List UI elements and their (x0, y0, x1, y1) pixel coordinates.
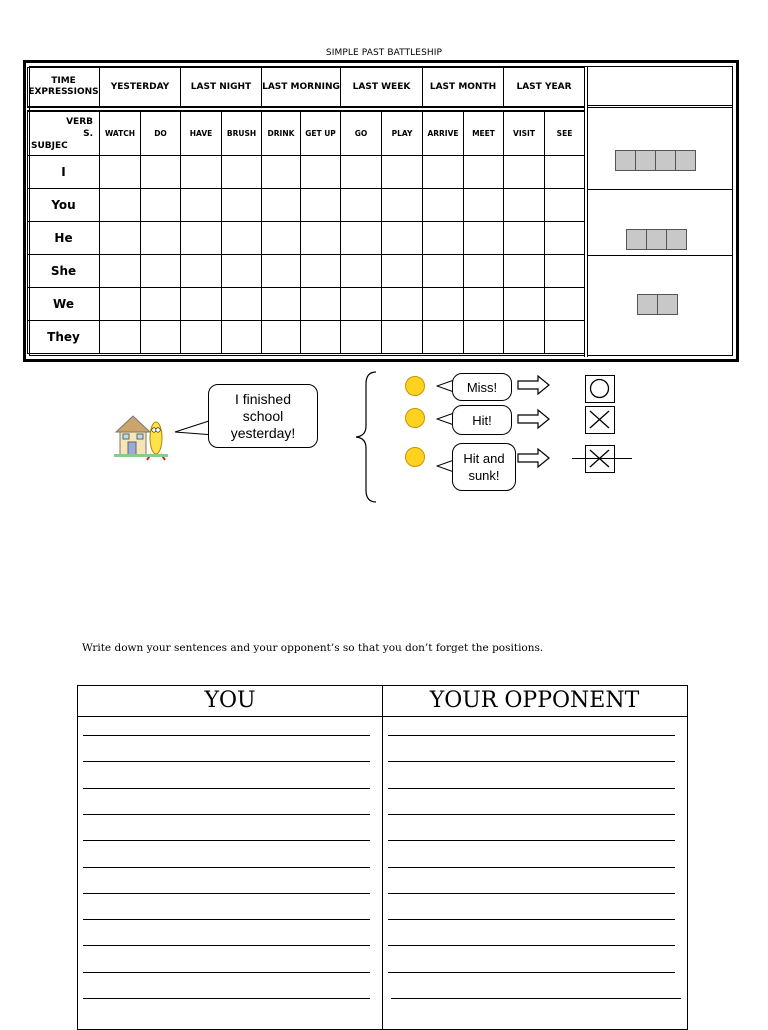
grid-cell[interactable] (545, 288, 585, 321)
you-writing-line[interactable] (83, 735, 370, 736)
grid-cell[interactable] (262, 321, 301, 354)
subject-label: He (28, 222, 100, 255)
grid-cell[interactable] (222, 321, 262, 354)
battleship-grid (27, 67, 585, 354)
time-expression-header: LAST NIGHT (181, 68, 262, 108)
grid-cell[interactable] (222, 288, 262, 321)
right-arrow-icon (516, 374, 552, 396)
verb-header: SEE (545, 111, 585, 156)
opponent-writing-line[interactable] (388, 761, 675, 762)
grid-cell[interactable] (464, 222, 504, 255)
grid-cell[interactable] (464, 255, 504, 288)
opponent-writing-line[interactable] (388, 919, 675, 920)
opponent-writing-line[interactable] (388, 788, 675, 789)
grid-cell[interactable] (545, 321, 585, 354)
subject-label: They (28, 321, 100, 354)
time-expression-header: LAST MONTH (423, 68, 504, 108)
legend-bubble (452, 443, 516, 491)
house-cartoon-icon (114, 410, 168, 462)
you-writing-line[interactable] (83, 945, 370, 946)
time-expression-header: LAST YEAR (504, 68, 585, 108)
verbs-subjects-header (28, 111, 100, 156)
you-writing-line[interactable] (83, 998, 370, 999)
you-writing-line[interactable] (83, 840, 370, 841)
time-expression-header: LAST WEEK (341, 68, 423, 108)
grid-cell[interactable] (141, 156, 181, 189)
grid-cell[interactable] (100, 189, 141, 222)
grid-cell[interactable] (382, 288, 423, 321)
grid-cell[interactable] (181, 222, 222, 255)
opponent-writing-line[interactable] (391, 998, 681, 999)
ship-cell (637, 294, 658, 315)
you-column-header: YOU (78, 686, 382, 717)
opponent-writing-line[interactable] (388, 972, 675, 973)
grid-cell[interactable] (341, 222, 382, 255)
grid-cell[interactable] (504, 222, 545, 255)
grid-cell[interactable] (262, 288, 301, 321)
grid-cell[interactable] (100, 255, 141, 288)
speech-bubble: I finished school yesterday! (208, 384, 318, 448)
grid-cell[interactable] (341, 255, 382, 288)
grid-cell[interactable] (423, 189, 464, 222)
sentences-sheet (77, 685, 688, 1030)
grid-cell[interactable] (423, 321, 464, 354)
ship-cell (646, 229, 667, 250)
grid-cell[interactable] (262, 255, 301, 288)
time-expression-header: LAST MORNING (262, 68, 341, 108)
crying-face-icon (405, 447, 425, 467)
verb-header: HAVE (181, 111, 222, 156)
legend-brace (352, 370, 378, 504)
grid-cell[interactable] (382, 255, 423, 288)
grid-cell[interactable] (382, 321, 423, 354)
grid-cell[interactable] (423, 288, 464, 321)
legend-label: Hit! (472, 412, 492, 428)
ship[interactable] (627, 229, 687, 250)
grid-cell[interactable] (222, 255, 262, 288)
subject-label: I (28, 156, 100, 189)
verb-header: DRINK (262, 111, 301, 156)
grid-cell[interactable] (545, 156, 585, 189)
grid-cell[interactable] (262, 156, 301, 189)
you-writing-line[interactable] (83, 893, 370, 894)
grid-cell[interactable] (100, 321, 141, 354)
grid-cell[interactable] (545, 255, 585, 288)
subject-label: You (28, 189, 100, 222)
ship-cell (675, 150, 696, 171)
grid-cell[interactable] (504, 321, 545, 354)
ship-cell (635, 150, 656, 171)
ships-panel-cell (588, 67, 733, 108)
grid-cell[interactable] (504, 288, 545, 321)
grid-cell[interactable] (100, 222, 141, 255)
grid-cell[interactable] (181, 321, 222, 354)
grid-cell[interactable] (141, 321, 181, 354)
cross-marker-icon (585, 406, 615, 434)
subject-label: She (28, 255, 100, 288)
verb-header: ARRIVE (423, 111, 464, 156)
time-expression-header: YESTERDAY (100, 68, 181, 108)
grid-cell[interactable] (141, 189, 181, 222)
subject-row (28, 288, 585, 321)
ship-cell (657, 294, 678, 315)
ships-panel (588, 67, 733, 357)
legend-bubble (452, 373, 512, 401)
ship-cell (615, 150, 636, 171)
subject-row (28, 255, 585, 288)
opponent-writing-line[interactable] (388, 867, 675, 868)
opponent-writing-line[interactable] (388, 735, 675, 736)
ship[interactable] (638, 294, 678, 315)
grid-cell[interactable] (301, 321, 341, 354)
circle-marker-icon (585, 375, 615, 403)
grid-cell[interactable] (545, 189, 585, 222)
grid-cell[interactable] (504, 255, 545, 288)
right-arrow-icon (516, 447, 552, 469)
grid-cell[interactable] (382, 222, 423, 255)
opponent-writing-line[interactable] (388, 840, 675, 841)
legend-bubble (452, 405, 512, 435)
grid-cell[interactable] (141, 255, 181, 288)
grid-cell[interactable] (423, 156, 464, 189)
grid-cell[interactable] (301, 156, 341, 189)
grid-cell[interactable] (382, 189, 423, 222)
grid-cell[interactable] (504, 189, 545, 222)
legend-label: Hit and sunk! (463, 451, 505, 483)
opponent-column (382, 686, 687, 1029)
grid-cell[interactable] (464, 288, 504, 321)
you-writing-line[interactable] (83, 919, 370, 920)
ship-cell (655, 150, 676, 171)
grid-cell[interactable] (262, 222, 301, 255)
subject-row (28, 189, 585, 222)
you-writing-line[interactable] (83, 788, 370, 789)
you-writing-line[interactable] (83, 867, 370, 868)
surprised-face-icon (405, 376, 425, 396)
you-writing-line[interactable] (83, 972, 370, 973)
grid-cell[interactable] (301, 189, 341, 222)
verb-header: MEET (464, 111, 504, 156)
grid-cell[interactable] (301, 222, 341, 255)
strike-line (572, 458, 632, 459)
grid-cell[interactable] (262, 189, 301, 222)
verb-header: PLAY (382, 111, 423, 156)
grid-cell[interactable] (341, 189, 382, 222)
grid-cell[interactable] (504, 156, 545, 189)
verb-header: BRUSH (222, 111, 262, 156)
verb-header: GO (341, 111, 382, 156)
grid-cell[interactable] (141, 288, 181, 321)
grid-cell[interactable] (423, 222, 464, 255)
grid-cell[interactable] (181, 288, 222, 321)
ship-cell (626, 229, 647, 250)
crossed-out-cross-marker-icon (585, 445, 615, 473)
opponent-column-header: YOUR OPPONENT (382, 686, 687, 717)
you-column (78, 686, 383, 1029)
ship-cell (666, 229, 687, 250)
right-arrow-icon (516, 408, 552, 430)
grid-cell[interactable] (222, 156, 262, 189)
verbs-label: VERBS. (66, 117, 93, 139)
grid-cell[interactable] (181, 189, 222, 222)
verb-header: VISIT (504, 111, 545, 156)
time-expressions-header: TIME EXPRESSIONS (28, 68, 100, 108)
grid-cell[interactable] (181, 156, 222, 189)
grid-cell[interactable] (100, 156, 141, 189)
subjects-label: SUBJEC (31, 141, 68, 151)
grid-cell[interactable] (382, 156, 423, 189)
grid-cell[interactable] (464, 156, 504, 189)
subject-row (28, 156, 585, 189)
you-writing-line[interactable] (83, 761, 370, 762)
verb-header: WATCH (100, 111, 141, 156)
opponent-writing-line[interactable] (388, 945, 675, 946)
grid-cell[interactable] (301, 255, 341, 288)
grid-cell[interactable] (222, 189, 262, 222)
grid-cell[interactable] (464, 321, 504, 354)
grid-cell[interactable] (100, 288, 141, 321)
page-title: SIMPLE PAST BATTLESHIP (325, 48, 443, 58)
you-writing-line[interactable] (83, 814, 370, 815)
opponent-writing-line[interactable] (388, 893, 675, 894)
grid-cell[interactable] (341, 321, 382, 354)
grid-cell[interactable] (545, 222, 585, 255)
grid-cell[interactable] (423, 255, 464, 288)
grid-cell[interactable] (141, 222, 181, 255)
grid-cell[interactable] (181, 255, 222, 288)
grid-cell[interactable] (464, 189, 504, 222)
instructions: Write down your sentences and your opponent’s so that you don’t forget the positions. (82, 642, 544, 654)
grid-cell[interactable] (222, 222, 262, 255)
verb-header: GET UP (301, 111, 341, 156)
subject-label: We (28, 288, 100, 321)
subject-row (28, 321, 585, 354)
verb-header: DO (141, 111, 181, 156)
subject-row (28, 222, 585, 255)
opponent-writing-line[interactable] (388, 814, 675, 815)
grid-cell[interactable] (341, 288, 382, 321)
legend-label: Miss! (466, 379, 498, 395)
ship[interactable] (616, 150, 696, 171)
smiling-face-icon (405, 408, 425, 428)
grid-cell[interactable] (341, 156, 382, 189)
grid-cell[interactable] (301, 288, 341, 321)
